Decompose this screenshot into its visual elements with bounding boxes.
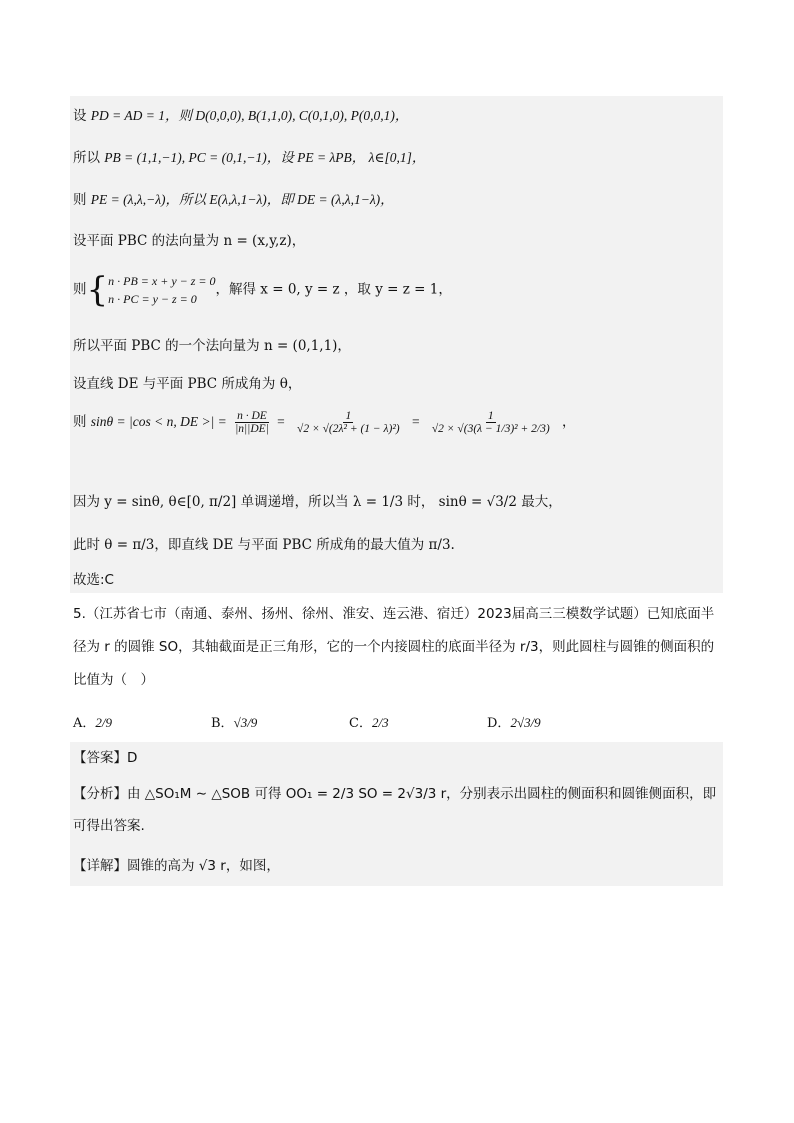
solution-line-6: 所以平面 PBC 的一个法向量为 n = (0,1,1)， bbox=[73, 338, 351, 354]
analysis-paragraph bbox=[73, 778, 725, 842]
fraction-cos: $\frac{n \cdot DE}{|n||DE|}$ bbox=[235, 410, 269, 436]
option-d[interactable]: D．2√3/9 bbox=[487, 715, 541, 731]
solution-line-3: 则 PE = (λ,λ,−λ)，所以 E(λ,λ,1−λ)，即 DE = (λ,λ,1−λ)， bbox=[73, 192, 394, 208]
solution-line-4: 设平面 PBC 的法向量为 n = (x,y,z)， bbox=[73, 233, 306, 249]
question-text: （江苏省七市（南通、泰州、扬州、徐州、淮安、连云港、宿迁）2023届高三三模数学试题）已知底面半径为 r 的圆锥 SO，其轴截面是正三角形，它的一个内接圆柱的底面半径为 r/3，则此圆柱与圆锥的侧面积的比值为（ ） bbox=[73, 606, 715, 688]
solution-line-5-system: 则{ n · PB = x + y − z = 0 n · PC = y − z = 0 ，解得 x = 0, y = z ，取 y = z = 1， bbox=[73, 270, 452, 310]
solution-line-10: 此时 θ = π/3，即直线 DE 与平面 PBC 所成角的最大值为 π/3. bbox=[73, 537, 455, 553]
solution-line-7: 设直线 DE 与平面 PBC 所成角为 θ， bbox=[73, 376, 302, 392]
fraction-2: $\frac{1}{\text{√2 × √(3(λ − 1/3)² + 2/3)}}$ bbox=[431, 410, 550, 436]
question-number: 5. bbox=[73, 606, 86, 622]
option-b[interactable]: B．√3/9 bbox=[211, 715, 258, 731]
detail-line: 【详解】圆锥的高为 √3 r，如图， bbox=[73, 858, 280, 874]
option-c[interactable]: C．2/3 bbox=[349, 715, 389, 731]
analysis-label: 【分析】 bbox=[73, 786, 127, 802]
solution-line-11: 故选:C bbox=[73, 572, 114, 588]
analysis-text: 由 △SO₁M ∼ △SOB 可得 OO₁ = 2/3 SO = 2√3/3 r，分别表示出圆柱的侧面积和圆锥侧面积，即可得出答案. bbox=[73, 786, 717, 834]
solution-line-2: 所以 PB = (1,1,−1), PC = (0,1,−1)，设 PE = λPB， λ∈[0,1]， bbox=[73, 150, 426, 166]
solution-line-1: 设 PD = AD = 1，则 D(0,0,0), B(1,1,0), C(0,1,0), P(0,0,1)， bbox=[73, 108, 409, 124]
solution-line-8-formula: 则 sinθ = |cos < n, DE >| = $\frac{n \cdot DE}{|n||DE|}$ = $\frac{1}{\text{√2 × √(2λ² + (1 − λ)²)}}$ = $\frac{1}{\text{√2 × √(3(λ − 1/3)² + 2/3)}}$ ， bbox=[73, 410, 576, 436]
fraction-1: $\frac{1}{\text{√2 × √(2λ² + (1 − λ)²)}}$ bbox=[297, 410, 400, 436]
option-a[interactable]: A．2/9 bbox=[73, 715, 113, 731]
answer-line: 【答案】D bbox=[73, 750, 138, 766]
question-5 bbox=[73, 598, 725, 697]
solution-line-9: 因为 y = sinθ, θ∈[0, π/2] 单调递增，所以当 λ = 1/3 时， sinθ = √3/2 最大， bbox=[73, 494, 562, 510]
system-eq-2: n · PC = y − z = 0 bbox=[108, 292, 197, 306]
system-eq-1: n · PB = x + y − z = 0 bbox=[108, 274, 216, 288]
